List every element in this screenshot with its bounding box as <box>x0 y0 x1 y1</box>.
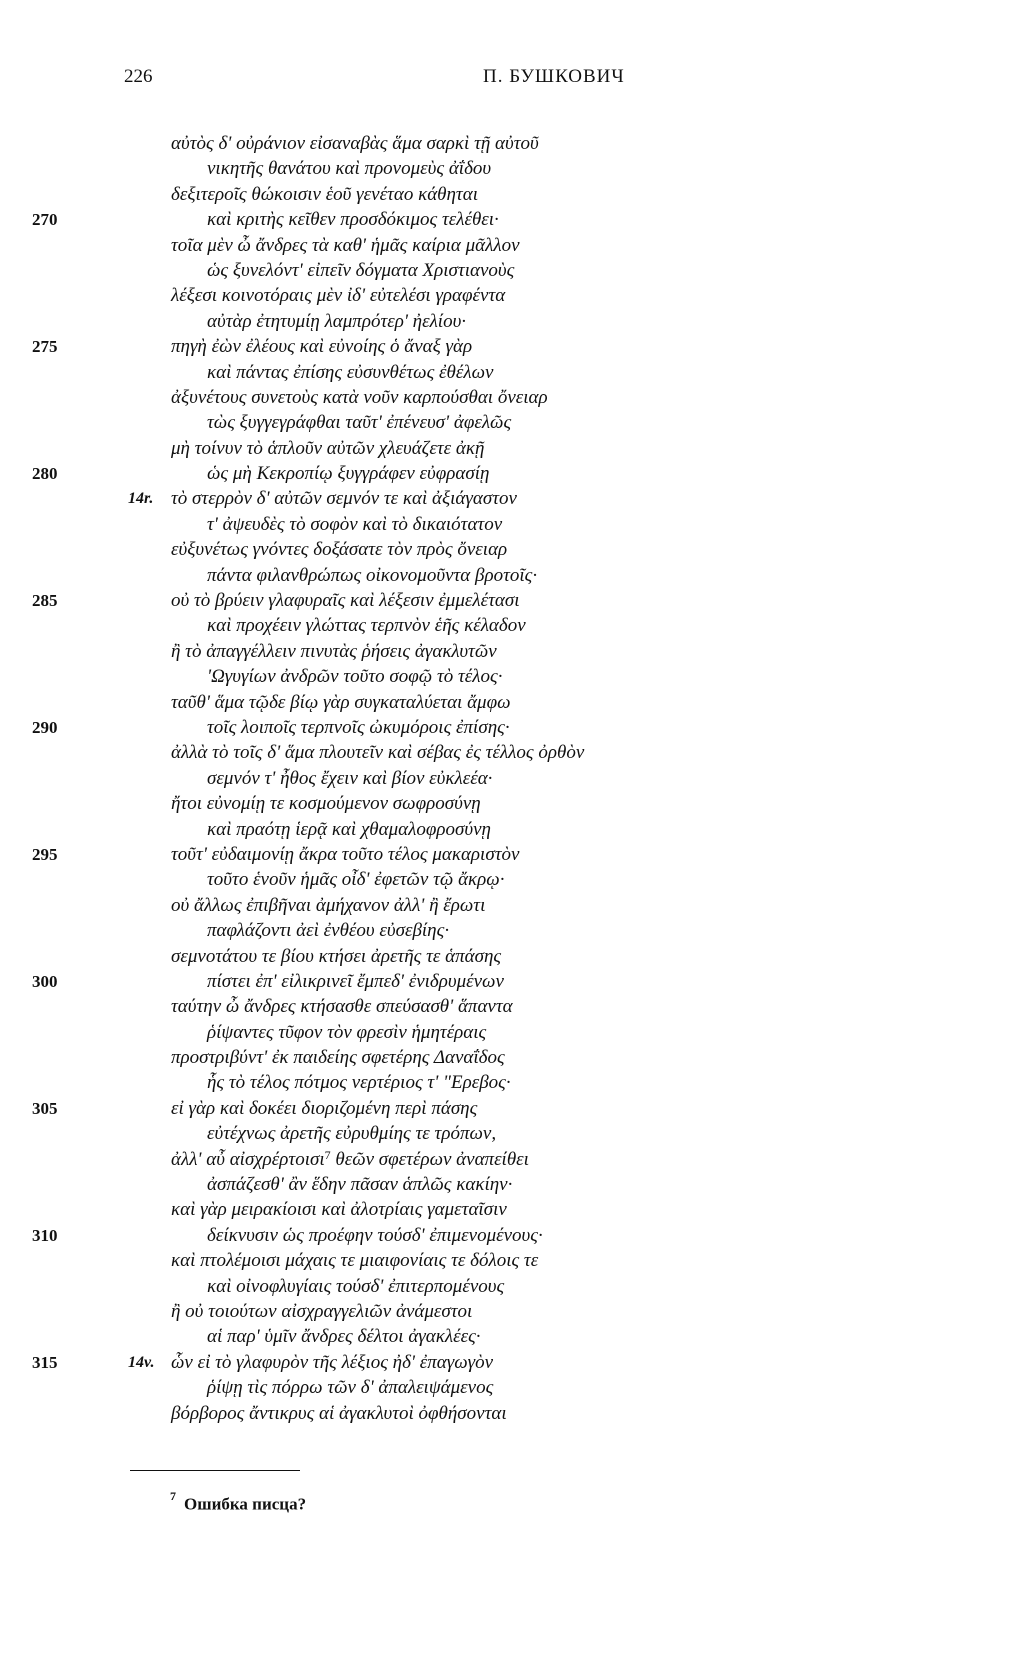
footnote-text: Ошибка писца? <box>184 1494 307 1514</box>
verse-text-main: καὶ γὰρ μειρακίοισι καὶ ἀλοτρίαις γαμεταῖσιν <box>171 1199 507 1221</box>
line-number: 295 <box>32 844 58 864</box>
verse-line <box>0 309 1024 334</box>
folio-marker: 14v. <box>128 1353 155 1371</box>
verse-line <box>0 944 1024 969</box>
verse-text-main: ἤτοι εὐνομίῃ τε κοσμούμενον σωφροσύνῃ <box>171 793 481 815</box>
line-number: 285 <box>32 591 58 611</box>
verse-text-main: καὶ πραότῃ ἱερᾷ καὶ χθαμαλοφροσύνῃ <box>207 818 491 840</box>
verse-text <box>171 1045 505 1070</box>
verse-text <box>171 1350 493 1375</box>
verse-text-main: βόρβορος ἄντικρυς αἱ ἀγακλυτοὶ ὀφθήσονται <box>171 1402 507 1424</box>
line-number: 290 <box>32 717 58 737</box>
verse-line <box>0 867 1024 892</box>
verse-text <box>207 664 502 689</box>
verse-text-main: λέξεσι κοινοτόραις μὲν ἰδ' εὐτελέσι γραφέντα <box>171 285 506 307</box>
line-number: 270 <box>32 210 58 230</box>
verse-text-main: αὐτὸς δ' οὐράνιον εἰσαναβὰς ἅμα σαρκὶ τῇ αὐτοῦ <box>171 133 539 154</box>
verse-text-main: τὼς ξυγγεγράφθαι ταῦτ' ἐπένευσ' ἀφελῶς <box>207 412 512 434</box>
verse-text <box>207 1070 511 1095</box>
verse-text <box>207 258 514 283</box>
verse-block <box>0 131 1024 1426</box>
verse-line <box>0 613 1024 638</box>
verse-line <box>0 791 1024 816</box>
page-number: 226 <box>124 66 153 87</box>
verse-text <box>207 360 493 385</box>
verse-text-main: ῥίψαντες τῦφον τὸν φρεσὶν ἡμητέραις <box>207 1021 487 1043</box>
verse-text <box>171 283 505 308</box>
verse-line <box>0 1299 1024 1324</box>
verse-line <box>0 994 1024 1019</box>
verse-line <box>0 156 1024 181</box>
verse-line <box>0 563 1024 588</box>
verse-line <box>0 537 1024 562</box>
verse-text-main: εὐξυνέτως γνόντες δοξάσατε τὸν πρὸς ὄνειαρ <box>171 539 508 561</box>
verse-text <box>171 1248 538 1273</box>
verse-text-main: τοῖα μὲν ὦ ἄνδρες τὰ καθ' ἡμᾶς καίρια μᾶλλον <box>171 234 520 256</box>
line-number: 305 <box>32 1098 58 1118</box>
verse-text <box>207 1375 493 1400</box>
verse-line <box>0 436 1024 461</box>
verse-line <box>0 1020 1024 1045</box>
verse-line <box>0 1197 1024 1222</box>
verse-text-main: ὡς ξυνελόντ' εἰπεῖν δόγματα Χριστιανοὺς <box>207 259 515 281</box>
verse-text <box>207 969 504 994</box>
verse-text-main: ἢ τὸ ἀπαγγέλλειν πινυτὰς ῥήσεις ἀγακλυτῶν <box>171 640 497 662</box>
verse-text-main: αὐτὰρ ἐτητυμίῃ λαμπρότερ' ἠελίου· <box>207 310 467 332</box>
verse-text-main: αἱ παρ' ὑμῖν ἄνδρες δέλτοι ἀγακλέες· <box>207 1326 481 1348</box>
line-number: 315 <box>32 1352 58 1372</box>
verse-text-main: εὐτέχνως ἀρετῆς εὐρυθμίης τε τρόπων, <box>207 1123 497 1145</box>
verse-text <box>207 1324 481 1349</box>
verse-text-main: ἧς τὸ τέλος πότμος νερτέριος τ' "Ερεβος· <box>207 1072 511 1094</box>
verse-text <box>171 639 497 664</box>
verse-line <box>0 715 1024 740</box>
verse-line <box>0 817 1024 842</box>
verse-line <box>0 639 1024 664</box>
verse-text <box>171 1147 529 1172</box>
verse-text-main: δεξιτεροῖς θώκοισιν ἑοῦ γενέταο κάθηται <box>171 183 478 205</box>
verse-line <box>0 360 1024 385</box>
verse-line <box>0 690 1024 715</box>
verse-text-continued: θεῶν σφετέρων ἀναπείθει <box>330 1148 529 1170</box>
verse-line <box>0 233 1024 258</box>
verse-text <box>171 334 472 359</box>
verse-line <box>0 969 1024 994</box>
verse-text-main: πίστει ἐπ' εἰλικρινεῖ ἔμπεδ' ἐνιδρυμένων <box>207 970 504 992</box>
verse-text <box>207 918 449 943</box>
verse-text <box>207 512 502 537</box>
verse-text <box>207 563 537 588</box>
verse-text-main: σεμνόν τ' ἦθος ἔχειν καὶ βίον εὐκλεέα· <box>207 767 493 789</box>
verse-text-main: καὶ κριτὴς κεῖθεν προσδόκιμος τελέθει· <box>207 209 499 231</box>
verse-text-main: νικητῆς θανάτου καὶ προνομεὺς ἀΐδου <box>207 158 492 180</box>
verse-text-main: προστριβύντ' ἐκ παιδείης σφετέρης Δαναΐδος <box>171 1047 505 1069</box>
verse-line <box>0 410 1024 435</box>
verse-line <box>0 182 1024 207</box>
verse-text <box>207 410 511 435</box>
verse-text-main: ὡς μὴ Κεκροπίῳ ξυγγράφεν εὐφρασίῃ <box>207 463 490 485</box>
verse-line <box>0 893 1024 918</box>
verse-line <box>0 1350 1024 1375</box>
verse-text <box>207 1274 504 1299</box>
verse-text <box>207 207 499 232</box>
verse-line <box>0 1375 1024 1400</box>
verse-line <box>0 131 1024 156</box>
verse-text-main: σεμνοτάτου τε βίου κτήσει ἀρετῆς τε ἁπάσης <box>171 945 502 967</box>
verse-line <box>0 918 1024 943</box>
verse-text-main: μὴ τοίνυν τὸ ἁπλοῦν αὐτῶν χλευάζετε ἀκῇ <box>171 437 485 459</box>
verse-line <box>0 1147 1024 1172</box>
verse-text-main: καὶ οἰνοφλυγίαις τούσδ' ἐπιτερπομένους <box>207 1275 505 1297</box>
verse-line <box>0 512 1024 537</box>
verse-text <box>171 588 520 613</box>
verse-text <box>207 867 504 892</box>
verse-text <box>171 1197 507 1222</box>
verse-line <box>0 842 1024 867</box>
verse-text <box>171 385 548 410</box>
verse-line <box>0 1324 1024 1349</box>
verse-text-main: 'Ωγυγίων ἀνδρῶν τοῦτο σοφῷ τὸ τέλος· <box>207 666 503 688</box>
verse-text-main: ἀσπάζεσθ' ἂν ἕδην πᾶσαν ἁπλῶς κακίην· <box>207 1174 513 1196</box>
verse-text <box>207 766 492 791</box>
verse-line <box>0 740 1024 765</box>
verse-line <box>0 385 1024 410</box>
verse-line <box>0 461 1024 486</box>
verse-text <box>207 1121 496 1146</box>
verse-text <box>207 156 491 181</box>
verse-text-main: ὧν εἰ τὸ γλαφυρὸν τῆς λέξιος ἠδ' ἐπαγωγὸν <box>171 1351 494 1373</box>
verse-text <box>171 791 481 816</box>
verse-text-main: ἀξυνέτους συνετοὺς κατὰ νοῦν καρπούσθαι ὄνειαρ <box>171 386 548 408</box>
verse-line <box>0 486 1024 511</box>
folio-marker: 14r. <box>128 490 154 508</box>
footnote-marker: 7 <box>170 1489 176 1503</box>
verse-text-main: πηγὴ ἐὼν ἐλέους καὶ εὐνοίης ὁ ἄναξ γὰρ <box>171 336 473 358</box>
verse-line <box>0 1172 1024 1197</box>
verse-line <box>0 1401 1024 1426</box>
verse-text-main: ταύτην ὦ ἄνδρες κτήσασθε σπεύσασθ' ἅπαντα <box>171 996 513 1018</box>
verse-line <box>0 1045 1024 1070</box>
verse-text <box>207 1020 486 1045</box>
verse-line <box>0 664 1024 689</box>
verse-text-main: παφλάζοντι ἀεὶ ἐνθέου εὐσεβίης· <box>207 920 450 942</box>
verse-text-main: ἀλλὰ τὸ τοῖς δ' ἅμα πλουτεῖν καὶ σέβας ἐς τέλλος ὀρθὸν <box>171 742 585 764</box>
verse-text <box>171 944 501 969</box>
verse-line <box>0 588 1024 613</box>
verse-line <box>0 1223 1024 1248</box>
verse-text <box>171 1096 477 1121</box>
verse-text <box>171 131 539 156</box>
verse-text <box>207 1172 512 1197</box>
verse-text <box>171 994 513 1019</box>
verse-text-main: πάντα φιλανθρώπως οἰκονομοῦντα βροτοῖς· <box>207 564 538 586</box>
page-header <box>0 66 1024 90</box>
verse-text <box>207 461 489 486</box>
verse-line <box>0 1274 1024 1299</box>
line-number: 310 <box>32 1225 58 1245</box>
verse-text <box>171 486 517 511</box>
footnote-reference: 7 <box>324 1147 331 1162</box>
verse-text-main: ῥίψῃ τὶς πόρρω τῶν δ' ἀπαλειψάμενος <box>207 1377 494 1399</box>
verse-line <box>0 207 1024 232</box>
verse-text-main: οὐ τὸ βρύειν γλαφυραῖς καὶ λέξεσιν ἐμμελέτασι <box>171 590 520 612</box>
line-number: 280 <box>32 464 58 484</box>
verse-line <box>0 1070 1024 1095</box>
footnote-divider <box>130 1470 300 1471</box>
verse-text <box>171 690 511 715</box>
verse-line <box>0 1121 1024 1146</box>
verse-text <box>171 842 519 867</box>
verse-line <box>0 1096 1024 1121</box>
verse-text <box>171 233 520 258</box>
verse-text-main: εἰ γὰρ καὶ δοκέει διοριζομένη περὶ πάσης <box>171 1097 478 1119</box>
verse-text-main: δείκνυσιν ὡς προέφην τούσδ' ἐπιμενομένους· <box>207 1224 543 1246</box>
verse-text <box>171 436 484 461</box>
verse-text-main: τὸ στερρὸν δ' αὐτῶν σεμνόν τε καὶ ἀξιάγαστον <box>171 488 517 510</box>
verse-line <box>0 283 1024 308</box>
verse-text <box>207 715 510 740</box>
verse-text <box>171 893 485 918</box>
verse-line <box>0 334 1024 359</box>
verse-text <box>207 817 491 842</box>
verse-text-main: καὶ πτολέμοισι μάχαις τε μιαιφονίαις τε δόλοις τε <box>171 1250 539 1272</box>
verse-text <box>207 613 526 638</box>
verse-text-main: τ' ἀψευδὲς τὸ σοφὸν καὶ τὸ δικαιότατον <box>207 513 503 535</box>
verse-text-main: ἢ οὐ τοιούτων αἰσχραγγελιῶν ἀνάμεστοι <box>171 1300 473 1322</box>
verse-text-main: τοῖς λοιποῖς τερπνοῖς ὠκυμόροις ἐπίσης· <box>207 716 510 738</box>
verse-text-main: οὐ ἄλλως ἐπιβῆναι ἀμήχανον ἀλλ' ἢ ἔρωτι <box>171 894 486 916</box>
verse-text <box>171 1401 507 1426</box>
verse-text-main: ἀλλ' αὖ αἰσχρέρτοισι <box>171 1148 325 1170</box>
footnote <box>170 1489 307 1515</box>
verse-text <box>207 1223 543 1248</box>
verse-line <box>0 1248 1024 1273</box>
verse-text <box>171 740 584 765</box>
verse-line <box>0 766 1024 791</box>
line-number: 275 <box>32 337 58 357</box>
verse-text <box>171 1299 472 1324</box>
verse-text-main: καὶ πάντας ἐπίσης εὐσυνθέτως ἐθέλων <box>207 361 494 383</box>
line-number: 300 <box>32 971 58 991</box>
verse-text <box>207 309 466 334</box>
verse-text-main: καὶ προχέειν γλώττας τερπνὸν ἑῆς κέλαδον <box>207 615 526 637</box>
verse-text-main: τοῦτ' εὐδαιμονίῃ ἄκρα τοῦτο τέλος μακαριστὸν <box>171 843 520 865</box>
verse-line <box>0 258 1024 283</box>
verse-text <box>171 182 478 207</box>
running-title: П. БУШКОВИЧ <box>483 66 625 87</box>
verse-text-main: ταῦθ' ἅμα τῷδε βίῳ γὰρ συγκαταλύεται ἄμφω <box>171 691 511 713</box>
verse-text-main: τοῦτο ἑνοῦν ἡμᾶς οἶδ' ἐφετῶν τῷ ἄκρῳ· <box>207 869 505 891</box>
verse-text <box>171 537 507 562</box>
